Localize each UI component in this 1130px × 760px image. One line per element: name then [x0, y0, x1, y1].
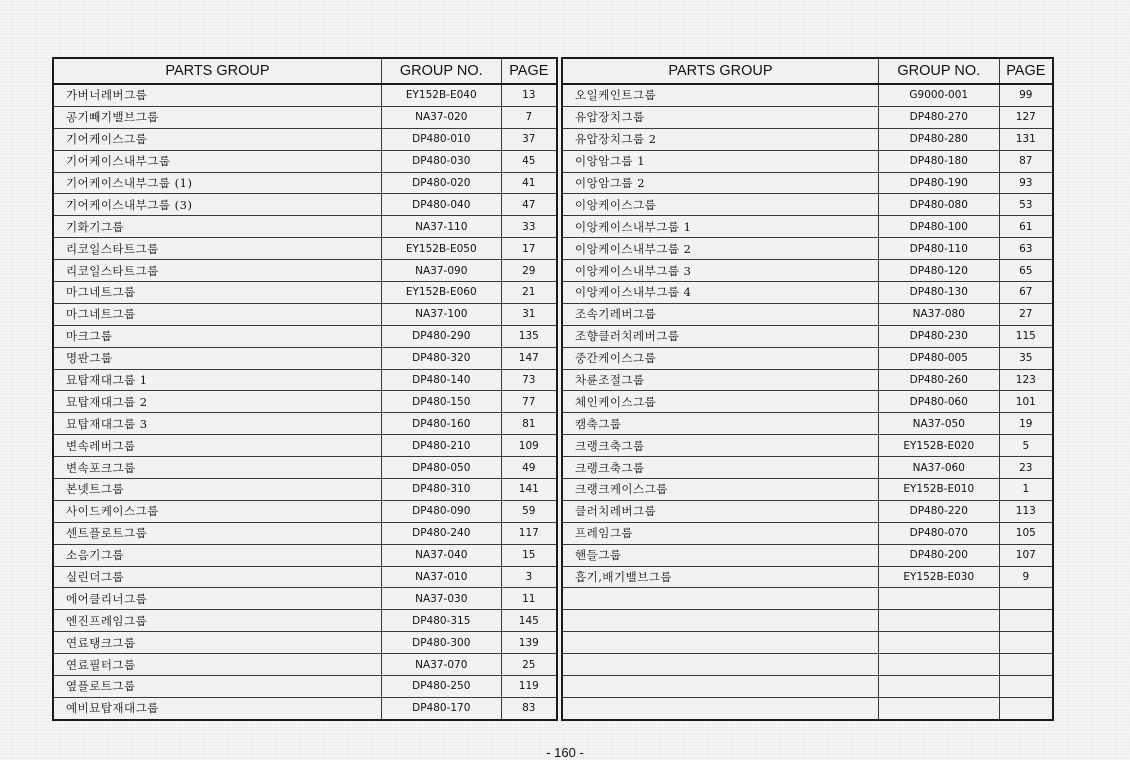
table-row — [562, 260, 1053, 282]
table-row — [562, 106, 1053, 128]
table-row — [53, 238, 557, 260]
table-row — [53, 128, 557, 150]
part-name-cell: 명판그룹 — [53, 347, 381, 369]
part-name-cell: 공기빼기밸브그룹 — [53, 106, 381, 128]
table-row — [53, 172, 557, 194]
page-cell — [999, 610, 1053, 632]
part-name-cell: 크랭크축그룹 — [562, 435, 878, 457]
part-name-cell: 이앙케이스내부그룹 3 — [562, 260, 878, 282]
table-row — [53, 676, 557, 698]
page-cell: 81 — [501, 413, 557, 435]
part-name-cell: 유압장치그룹 — [562, 106, 878, 128]
part-name-cell — [562, 654, 878, 676]
table-row — [562, 128, 1053, 150]
page-cell: 27 — [999, 303, 1053, 325]
table-row — [53, 588, 557, 610]
part-name-cell: 이앙암그룹 2 — [562, 172, 878, 194]
part-name-cell: 묘탑재대그룹 3 — [53, 413, 381, 435]
page-cell: 117 — [501, 522, 557, 544]
group-no-cell: DP480-050 — [381, 457, 501, 479]
table-row — [53, 457, 557, 479]
table-row — [562, 435, 1053, 457]
part-name-cell: 유압장치그룹 2 — [562, 128, 878, 150]
parts-table-left — [52, 57, 558, 721]
part-name-cell: 캠축그룹 — [562, 413, 878, 435]
part-name-cell: 연료탱크그룹 — [53, 632, 381, 654]
page-cell: 19 — [999, 413, 1053, 435]
page-cell: 1 — [999, 479, 1053, 501]
table-row — [53, 697, 557, 719]
part-name-cell: 조향클러치레버그룹 — [562, 325, 878, 347]
page-cell: 17 — [501, 238, 557, 260]
group-no-cell: DP480-200 — [878, 544, 999, 566]
group-no-cell: DP480-010 — [381, 128, 501, 150]
page-cell: 119 — [501, 676, 557, 698]
table-row — [562, 391, 1053, 413]
header-parts-group: PARTS GROUP — [53, 58, 381, 84]
part-name-cell: 연료필터그룹 — [53, 654, 381, 676]
group-no-cell: NA37-040 — [381, 544, 501, 566]
table-row — [562, 194, 1053, 216]
page-cell: 35 — [999, 347, 1053, 369]
table-row — [562, 610, 1053, 632]
page-cell: 131 — [999, 128, 1053, 150]
table-row — [53, 150, 557, 172]
table-header-row — [53, 58, 557, 84]
header-page: PAGE — [999, 58, 1053, 84]
page-cell: 47 — [501, 194, 557, 216]
group-no-cell: EY152B-E030 — [878, 566, 999, 588]
page-cell: 115 — [999, 325, 1053, 347]
page-cell: 53 — [999, 194, 1053, 216]
group-no-cell: EY152B-E050 — [381, 238, 501, 260]
page-cell: 7 — [501, 106, 557, 128]
group-no-cell: DP480-090 — [381, 500, 501, 522]
group-no-cell: DP480-300 — [381, 632, 501, 654]
page-cell: 135 — [501, 325, 557, 347]
part-name-cell: 변속레버그룹 — [53, 435, 381, 457]
part-name-cell: 기어케이스내부그룹 (1) — [53, 172, 381, 194]
group-no-cell — [878, 697, 999, 719]
page-cell: 147 — [501, 347, 557, 369]
part-name-cell: 이앙케이스내부그룹 4 — [562, 282, 878, 304]
group-no-cell: DP480-320 — [381, 347, 501, 369]
table-row — [562, 238, 1053, 260]
page-cell: 41 — [501, 172, 557, 194]
part-name-cell: 예비묘탑재대그룹 — [53, 697, 381, 719]
part-name-cell: 소음기그룹 — [53, 544, 381, 566]
group-no-cell: DP480-120 — [878, 260, 999, 282]
page-number: - 160 - — [546, 745, 584, 760]
part-name-cell: 크랭크케이스그룹 — [562, 479, 878, 501]
part-name-cell: 에어클리너그룹 — [53, 588, 381, 610]
group-no-cell: DP480-220 — [878, 500, 999, 522]
part-name-cell: 엔진프레임그룹 — [53, 610, 381, 632]
page-cell: 73 — [501, 369, 557, 391]
page-cell: 11 — [501, 588, 557, 610]
page-cell: 109 — [501, 435, 557, 457]
part-name-cell: 리코일스타트그룹 — [53, 238, 381, 260]
group-no-cell: DP480-005 — [878, 347, 999, 369]
part-name-cell: 센트플로트그룹 — [53, 522, 381, 544]
page-cell: 83 — [501, 697, 557, 719]
part-name-cell: 묘탑재대그룹 2 — [53, 391, 381, 413]
part-name-cell: 가버너레버그룹 — [53, 84, 381, 106]
table-row — [53, 216, 557, 238]
page-cell: 31 — [501, 303, 557, 325]
page-cell: 59 — [501, 500, 557, 522]
page-cell: 25 — [501, 654, 557, 676]
group-no-cell: DP480-180 — [878, 150, 999, 172]
group-no-cell — [878, 676, 999, 698]
group-no-cell: DP480-315 — [381, 610, 501, 632]
page-cell: 99 — [999, 84, 1053, 106]
table-row — [562, 522, 1053, 544]
group-no-cell: DP480-100 — [878, 216, 999, 238]
group-no-cell: NA37-030 — [381, 588, 501, 610]
group-no-cell: G9000-001 — [878, 84, 999, 106]
part-name-cell: 오일케인트그룹 — [562, 84, 878, 106]
table-row — [53, 500, 557, 522]
part-name-cell: 체인케이스그룹 — [562, 391, 878, 413]
page-cell: 65 — [999, 260, 1053, 282]
group-no-cell: NA37-110 — [381, 216, 501, 238]
group-no-cell: NA37-070 — [381, 654, 501, 676]
table-body-left — [53, 84, 557, 720]
part-name-cell — [562, 676, 878, 698]
part-name-cell: 이앙케이스그룹 — [562, 194, 878, 216]
table-row — [53, 106, 557, 128]
table-row — [53, 325, 557, 347]
page-cell: 105 — [999, 522, 1053, 544]
part-name-cell: 프레임그룹 — [562, 522, 878, 544]
page-cell: 45 — [501, 150, 557, 172]
table-row — [53, 260, 557, 282]
header-group-no: GROUP NO. — [878, 58, 999, 84]
header-group-no: GROUP NO. — [381, 58, 501, 84]
group-no-cell: DP480-140 — [381, 369, 501, 391]
group-no-cell: NA37-010 — [381, 566, 501, 588]
page-cell: 13 — [501, 84, 557, 106]
page-cell: 67 — [999, 282, 1053, 304]
page-cell: 3 — [501, 566, 557, 588]
part-name-cell: 흡기,배기밸브그룹 — [562, 566, 878, 588]
group-no-cell: DP480-080 — [878, 194, 999, 216]
group-no-cell: DP480-020 — [381, 172, 501, 194]
part-name-cell: 마그네트그룹 — [53, 282, 381, 304]
page-cell: 21 — [501, 282, 557, 304]
group-no-cell: DP480-150 — [381, 391, 501, 413]
page-cell: 15 — [501, 544, 557, 566]
group-no-cell: NA37-050 — [878, 413, 999, 435]
page-cell: 101 — [999, 391, 1053, 413]
header-parts-group: PARTS GROUP — [562, 58, 878, 84]
group-no-cell: DP480-170 — [381, 697, 501, 719]
group-no-cell: DP480-040 — [381, 194, 501, 216]
page-cell: 145 — [501, 610, 557, 632]
table-row — [53, 479, 557, 501]
group-no-cell: EY152B-E020 — [878, 435, 999, 457]
group-no-cell: NA37-100 — [381, 303, 501, 325]
table-row — [53, 369, 557, 391]
part-name-cell: 마크그룹 — [53, 325, 381, 347]
table-row — [562, 676, 1053, 698]
table-row — [562, 479, 1053, 501]
group-no-cell: DP480-240 — [381, 522, 501, 544]
part-name-cell: 실린더그룹 — [53, 566, 381, 588]
table-row — [562, 544, 1053, 566]
table-row — [562, 632, 1053, 654]
table-row — [53, 391, 557, 413]
table-row — [53, 435, 557, 457]
table-row — [53, 522, 557, 544]
group-no-cell: EY152B-E010 — [878, 479, 999, 501]
page-cell — [999, 676, 1053, 698]
part-name-cell: 기어케이스내부그룹 — [53, 150, 381, 172]
part-name-cell: 옆플로트그룹 — [53, 676, 381, 698]
table-row — [562, 84, 1053, 106]
table-row — [53, 303, 557, 325]
table-row — [562, 413, 1053, 435]
table-row — [53, 610, 557, 632]
group-no-cell: NA37-080 — [878, 303, 999, 325]
table-row — [562, 369, 1053, 391]
part-name-cell: 이앙암그룹 1 — [562, 150, 878, 172]
page-cell: 33 — [501, 216, 557, 238]
table-row — [53, 632, 557, 654]
table-row — [53, 84, 557, 106]
page-cell: 107 — [999, 544, 1053, 566]
page-cell: 87 — [999, 150, 1053, 172]
header-page: PAGE — [501, 58, 557, 84]
page-cell: 77 — [501, 391, 557, 413]
table-row — [562, 282, 1053, 304]
page-cell: 37 — [501, 128, 557, 150]
group-no-cell: DP480-190 — [878, 172, 999, 194]
table-row — [53, 413, 557, 435]
part-name-cell — [562, 610, 878, 632]
table-row — [562, 697, 1053, 719]
table-row — [53, 544, 557, 566]
page-cell — [999, 588, 1053, 610]
page-cell: 63 — [999, 238, 1053, 260]
table-row — [562, 457, 1053, 479]
group-no-cell: DP480-130 — [878, 282, 999, 304]
page-cell: 123 — [999, 369, 1053, 391]
table-row — [53, 654, 557, 676]
parts-table-right — [561, 57, 1054, 721]
page-cell: 9 — [999, 566, 1053, 588]
table-row — [562, 588, 1053, 610]
group-no-cell: DP480-230 — [878, 325, 999, 347]
page-cell: 29 — [501, 260, 557, 282]
group-no-cell: DP480-070 — [878, 522, 999, 544]
group-no-cell: DP480-030 — [381, 150, 501, 172]
table-row — [562, 303, 1053, 325]
part-name-cell: 중간케이스그룹 — [562, 347, 878, 369]
page-cell: 5 — [999, 435, 1053, 457]
group-no-cell: DP480-210 — [381, 435, 501, 457]
table-row — [53, 566, 557, 588]
group-no-cell: EY152B-E040 — [381, 84, 501, 106]
part-name-cell: 이앙케이스내부그룹 1 — [562, 216, 878, 238]
table-row — [562, 150, 1053, 172]
part-name-cell: 조속기레버그룹 — [562, 303, 878, 325]
group-no-cell: DP480-060 — [878, 391, 999, 413]
page-cell: 93 — [999, 172, 1053, 194]
table-row — [562, 654, 1053, 676]
part-name-cell: 본넷트그룹 — [53, 479, 381, 501]
table-row — [562, 500, 1053, 522]
page-cell: 113 — [999, 500, 1053, 522]
table-row — [562, 347, 1053, 369]
part-name-cell: 리코일스타트그룹 — [53, 260, 381, 282]
table-row — [53, 347, 557, 369]
page-cell: 23 — [999, 457, 1053, 479]
page-cell — [999, 654, 1053, 676]
page-cell: 141 — [501, 479, 557, 501]
group-no-cell — [878, 654, 999, 676]
page-cell: 139 — [501, 632, 557, 654]
group-no-cell: DP480-250 — [381, 676, 501, 698]
table-row — [53, 282, 557, 304]
page-cell — [999, 632, 1053, 654]
group-no-cell: DP480-260 — [878, 369, 999, 391]
part-name-cell: 차륜조절그룹 — [562, 369, 878, 391]
group-no-cell: NA37-020 — [381, 106, 501, 128]
group-no-cell: NA37-060 — [878, 457, 999, 479]
group-no-cell — [878, 632, 999, 654]
part-name-cell — [562, 697, 878, 719]
table-row — [562, 325, 1053, 347]
group-no-cell — [878, 610, 999, 632]
part-name-cell: 묘탑재대그룹 1 — [53, 369, 381, 391]
page-cell: 49 — [501, 457, 557, 479]
part-name-cell: 마그네트그룹 — [53, 303, 381, 325]
group-no-cell — [878, 588, 999, 610]
part-name-cell: 핸들그룹 — [562, 544, 878, 566]
part-name-cell: 기어케이스그룹 — [53, 128, 381, 150]
table-row — [562, 216, 1053, 238]
group-no-cell: DP480-310 — [381, 479, 501, 501]
part-name-cell: 변속포크그룹 — [53, 457, 381, 479]
part-name-cell — [562, 588, 878, 610]
part-name-cell: 기어케이스내부그룹 (3) — [53, 194, 381, 216]
group-no-cell: EY152B-E060 — [381, 282, 501, 304]
table-body-right — [562, 84, 1053, 720]
part-name-cell: 클러치레버그룹 — [562, 500, 878, 522]
group-no-cell: DP480-110 — [878, 238, 999, 260]
group-no-cell: DP480-280 — [878, 128, 999, 150]
part-name-cell: 크랭크축그룹 — [562, 457, 878, 479]
group-no-cell: DP480-270 — [878, 106, 999, 128]
part-name-cell: 이앙케이스내부그룹 2 — [562, 238, 878, 260]
table-row — [562, 172, 1053, 194]
page-cell — [999, 697, 1053, 719]
table-row — [562, 566, 1053, 588]
part-name-cell: 사이드케이스그룹 — [53, 500, 381, 522]
part-name-cell — [562, 632, 878, 654]
group-no-cell: DP480-160 — [381, 413, 501, 435]
table-row — [53, 194, 557, 216]
part-name-cell: 기화기그룹 — [53, 216, 381, 238]
page-cell: 127 — [999, 106, 1053, 128]
page-cell: 61 — [999, 216, 1053, 238]
table-header-row — [562, 58, 1053, 84]
group-no-cell: NA37-090 — [381, 260, 501, 282]
group-no-cell: DP480-290 — [381, 325, 501, 347]
